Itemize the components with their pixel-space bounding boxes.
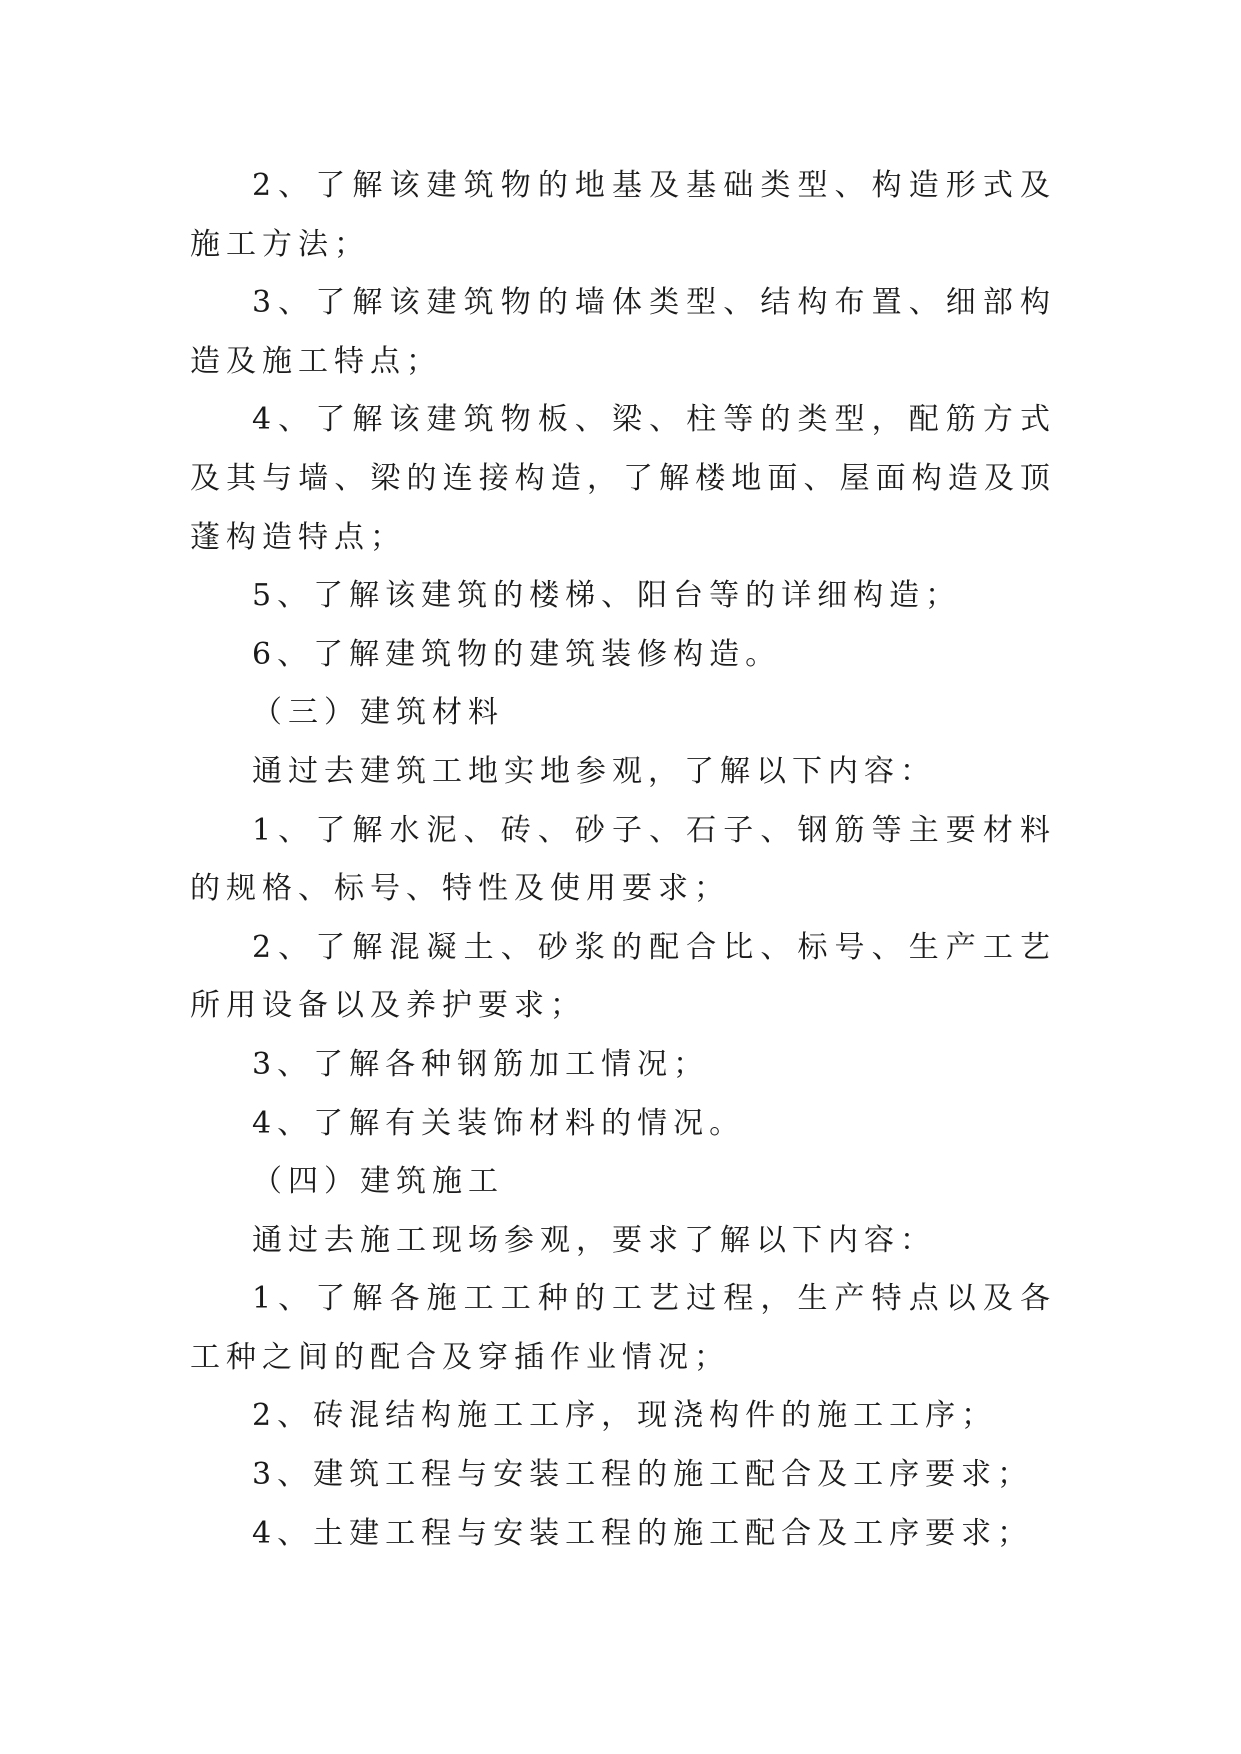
section-heading-materials: （三）建筑材料 <box>252 695 504 731</box>
materials-intro: 通过去建筑工地实地参观，了解以下内容： <box>252 753 936 789</box>
item-wall: 3、了解该建筑物的墙体类型、结构布置、细部构造及施工特点； <box>190 285 1056 379</box>
document-body <box>190 157 1056 1563</box>
construction-intro: 通过去施工现场参观，要求了解以下内容： <box>252 1222 936 1258</box>
materials-item-3: 3、了解各种钢筋加工情况； <box>252 1046 710 1082</box>
construction-item-1: 1、了解各施工工种的工艺过程，生产特点以及各工种之间的配合及穿插作业情况； <box>190 1281 1056 1375</box>
construction-item-3: 3、建筑工程与安装工程的施工配合及工序要求； <box>252 1457 1034 1493</box>
item-foundation: 2、了解该建筑物的地基及基础类型、构造形式及施工方法； <box>190 168 1056 262</box>
section-heading-construction: （四）建筑施工 <box>252 1164 504 1200</box>
materials-item-4: 4、了解有关装饰材料的情况。 <box>252 1105 746 1141</box>
item-decoration: 6、了解建筑物的建筑装修构造。 <box>252 636 782 672</box>
materials-item-1: 1、了解水泥、砖、砂子、石子、钢筋等主要材料的规格、标号、特性及使用要求； <box>190 812 1056 907</box>
construction-item-4: 4、土建工程与安装工程的施工配合及工序要求； <box>252 1515 1034 1551</box>
item-slab-beam-column: 4、了解该建筑物板、梁、柱等的类型，配筋方式及其与墙、梁的连接构造，了解楼地面、屋面构造及顶蓬构造特点； <box>190 402 1056 555</box>
construction-item-2: 2、砖混结构施工工序，现浇构件的施工工序； <box>252 1398 998 1434</box>
materials-item-2: 2、了解混凝土、砂浆的配合比、标号、生产工艺所用设备以及养护要求； <box>190 929 1056 1024</box>
item-stairs-balcony: 5、了解该建筑的楼梯、阳台等的详细构造； <box>252 578 962 614</box>
